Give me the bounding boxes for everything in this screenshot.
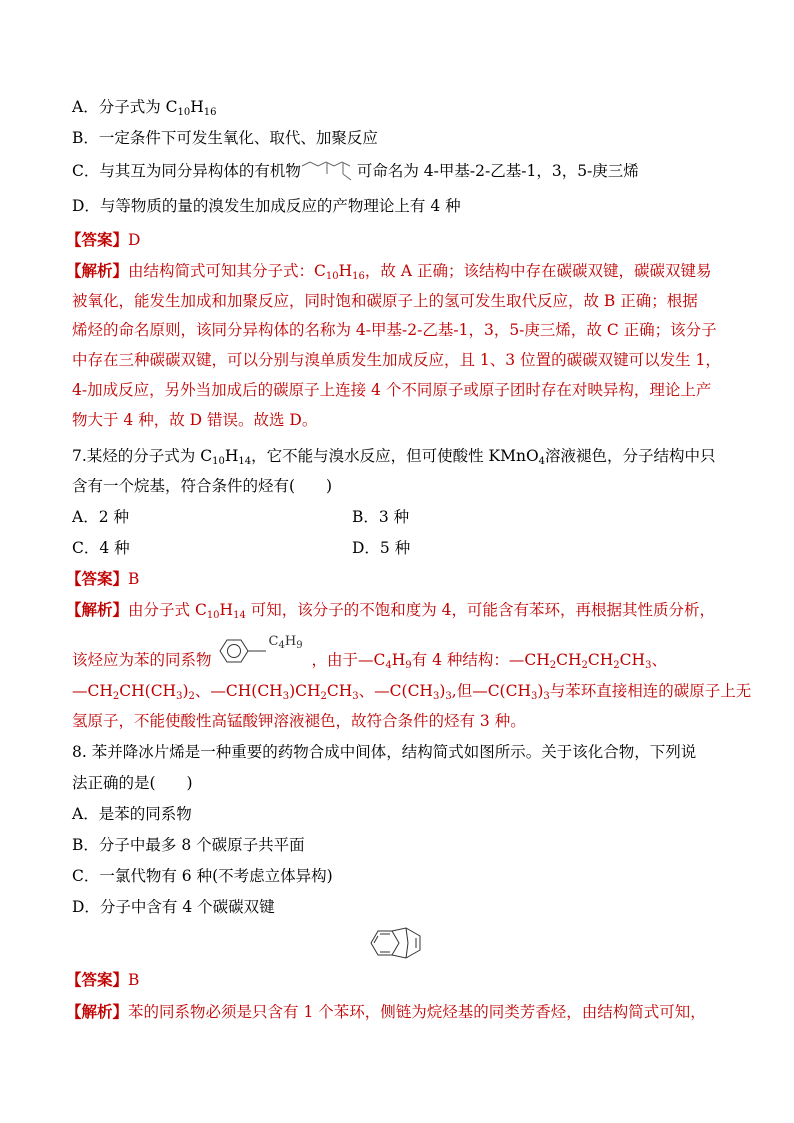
subscript: 2 (613, 660, 620, 671)
answer-label: 【答案】 (66, 569, 129, 588)
q7-stem-text: 溶液褪色，分子结构中只 (545, 447, 716, 465)
q8-answer (66, 970, 139, 990)
q6-explanation-line-2: 被氧化，能发生加成和加聚反应，同时饱和碳原子上的氢可发生取代反应，故 B 正确；根据 (72, 292, 698, 310)
q7-explanation-line-1 (66, 600, 715, 620)
explanation-text: CH (587, 651, 614, 669)
explanation-text: ,但—C(CH (451, 682, 531, 700)
q8-option-c: C．一氯代物有 6 种(不考虑立体异构) (72, 867, 333, 885)
subscript: 2 (320, 691, 327, 702)
subscript: 3 (445, 691, 452, 702)
q7-option-b: B．3 种 (352, 508, 410, 526)
subscript: 2 (581, 660, 588, 671)
q6-option-a (72, 97, 216, 117)
q7-options-row-2 (72, 538, 411, 558)
heptatriene-structure-image (301, 160, 357, 184)
subscript: 2 (549, 660, 557, 671)
q7-stem-text: H (224, 447, 239, 465)
explanation-text: CH (619, 651, 646, 669)
explanation-text: ，故 A 正确；该结构中存在碳碳双键，碳碳双键易 (364, 262, 712, 280)
subscript: 10 (206, 610, 220, 621)
butyl-label-text: C (268, 634, 279, 649)
explanation-text: ) (182, 682, 189, 700)
explanation-text: 由结构简式可知其分子式：C (128, 262, 326, 280)
q8-option-d: D．分子中含有 4 个碳碳双键 (72, 898, 275, 916)
explanation-text: 与苯环直接相连的碳原子上无 (549, 682, 752, 700)
explanation-text: CH(CH (119, 682, 177, 700)
q6-option-d: D．与等物质的量的溴发生加成反应的产物理论上有 4 种 (72, 197, 461, 215)
subscript: 10 (325, 271, 339, 282)
explanation-text: ) (439, 682, 446, 700)
q6-option-a-text: H (190, 98, 204, 116)
answer-label: 【答案】 (66, 230, 129, 249)
subscript: 10 (177, 107, 191, 118)
explanation-text: 由分子式 C (128, 601, 207, 619)
q6-explanation-line-1 (66, 261, 711, 281)
q7-stem-text: 7.某烃的分子式为 C (72, 447, 213, 465)
q8-stem-line-1: 8. 苯并降冰片烯是一种重要的药物合成中间体，结构简式如图所示。关于该化合物，下列说 (72, 743, 697, 761)
subscript: 3 (352, 691, 359, 702)
explanation-text: 有 4 种结构：—CH (411, 651, 550, 669)
explanation-text: 苯的同系物必须是只含有 1 个苯环，侧链为烷烃基的同类芳香烃，由结构简式可知， (128, 1003, 706, 1021)
subscript: 16 (352, 271, 365, 282)
q8-option-a: A．是苯的同系物 (72, 805, 192, 823)
explanation-text: ，由于—C (311, 651, 386, 669)
answer-value: B (128, 971, 140, 989)
q6-option-c-text: C．与其互为同分异构体的有机物 (72, 162, 301, 180)
explanation-text: CH (326, 682, 353, 700)
q6-answer (66, 230, 140, 250)
q6-option-c (72, 160, 639, 184)
answer-value: D (128, 231, 141, 249)
q7-explanation-line-3 (72, 681, 751, 701)
explanation-text: 、—CH(CH (194, 682, 283, 700)
q6-option-a-text: A．分子式为 C (72, 98, 178, 116)
q8-option-b: B．分子中最多 8 个碳原子共平面 (72, 836, 305, 854)
explanation-label: 【解析】 (66, 600, 129, 619)
subscript: 9 (405, 660, 412, 671)
q8-explanation-line-1 (66, 1002, 706, 1022)
q6-explanation-line-5: 4-加成反应，另外当加成后的碳原子上连接 4 个不同原子或原子团时存在对映异构，理论上产 (72, 381, 712, 399)
subscript: 4 (538, 456, 546, 467)
benzonorbornene-structure-image (368, 926, 428, 960)
explanation-text: )CH (289, 682, 321, 700)
subscript: 14 (238, 456, 252, 467)
answer-value: B (128, 570, 140, 588)
subscript: 3 (645, 660, 652, 671)
subscript: 16 (203, 107, 217, 118)
subscript: 4 (278, 640, 285, 651)
q6-explanation-line-3: 烯烃的命名原则，该同分异构体的名称为 4-甲基-2-乙基-1，3，5-庚三烯，故 C 正确；该分子 (72, 321, 717, 339)
explanation-text: H (338, 262, 353, 280)
q7-stem-line-2: 含有一个烷基，符合条件的烃有( ) (72, 477, 333, 495)
subscript: 10 (212, 456, 225, 467)
q7-answer (66, 569, 139, 589)
q7-option-d: D．5 种 (352, 539, 411, 557)
subscript: 14 (233, 610, 246, 621)
explanation-label: 【解析】 (66, 1002, 129, 1021)
q7-stem-line-1 (72, 446, 716, 466)
explanation-text: ) (537, 682, 544, 700)
answer-label: 【答案】 (66, 970, 129, 989)
explanation-text: 该烃应为苯的同系物 (72, 651, 212, 669)
explanation-text: 、 (651, 651, 667, 669)
q7-explanation-line-4: 氢原子，不能使酸性高锰酸钾溶液褪色，故符合条件的烃有 3 种。 (72, 712, 526, 730)
subscript: 4 (385, 660, 392, 671)
subscript: 2 (188, 691, 195, 702)
explanation-text: CH (556, 651, 582, 669)
subscript: 3 (530, 691, 538, 702)
q8-stem-line-2: 法正确的是( ) (72, 774, 193, 792)
subscript: 9 (296, 640, 303, 651)
q6-option-b: B．一定条件下可发生氧化、取代、加聚反应 (72, 129, 378, 147)
q7-options-row-1 (72, 507, 410, 527)
butylbenzene-structure-image (214, 634, 310, 676)
q7-stem-text: ，它不能与溴水反应，但可使酸性 KMnO (251, 447, 539, 465)
butyl-label (269, 632, 303, 652)
q6-option-c-text: 可命名为 4-甲基-2-乙基-1，3，5-庚三烯 (356, 162, 639, 180)
subscript: 3 (543, 691, 550, 702)
q6-explanation-line-6: 物大于 4 种，故 D 错误。故选 D。 (72, 411, 318, 429)
q6-explanation-line-4: 中存在三种碳碳双键，可以分别与溴单质发生加成反应，且 1、3 位置的碳碳双键可以发生 1， (72, 351, 721, 369)
q7-explanation-line-2 (72, 634, 667, 676)
subscript: 3 (176, 691, 183, 702)
explanation-label: 【解析】 (66, 261, 129, 280)
subscript: 3 (282, 691, 290, 702)
explanation-text: —CH (72, 682, 113, 700)
explanation-text: 、—C(CH (358, 682, 433, 700)
explanation-text: H (391, 651, 406, 669)
q7-option-c: C．4 种 (72, 539, 130, 557)
explanation-text: H (219, 601, 234, 619)
subscript: 3 (432, 691, 440, 702)
q7-option-a: A．2 种 (72, 508, 129, 526)
subscript: 2 (112, 691, 120, 702)
explanation-text: 可知，该分子的不饱和度为 4，可能含有苯环，再根据其性质分析， (245, 601, 716, 619)
butyl-label-text: H (284, 634, 297, 649)
